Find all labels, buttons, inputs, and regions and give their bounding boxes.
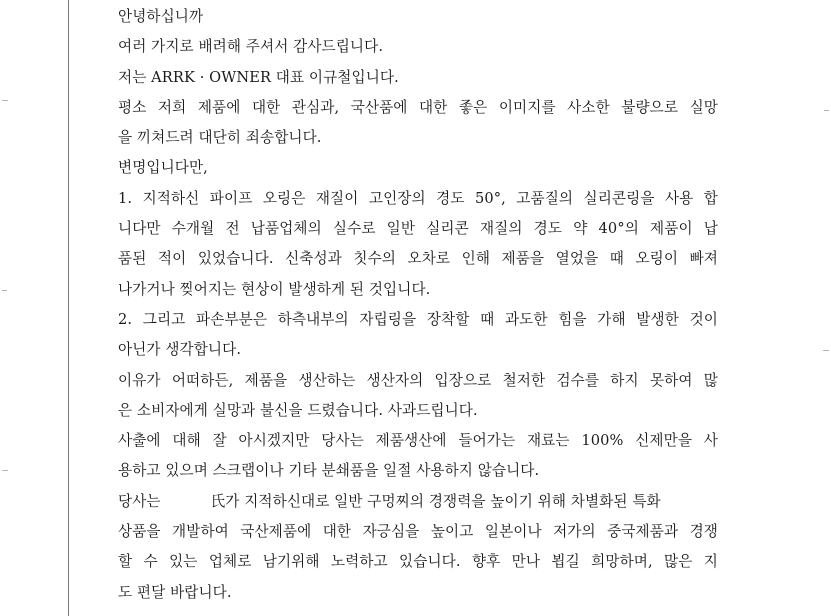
greeting-line: 안녕하십니까 bbox=[118, 8, 204, 25]
point2-line: 2. 그리고 파손부분은 하측내부의 자립링을 장착할 때 과도한 힘을 가해 발생한 것이 bbox=[118, 310, 718, 328]
closing-first-line bbox=[118, 487, 718, 517]
materials-line: 사출에 대해 잘 아시겠지만 당사는 제품생산에 들어가는 재료는 100% 신제만을 사 bbox=[118, 432, 718, 450]
scan-margin-mark bbox=[824, 110, 829, 111]
apology-line: 을 끼쳐드려 대단히 죄송합니다. bbox=[118, 129, 322, 147]
letter-body bbox=[118, 2, 718, 608]
point1-line: 1. 지적하신 파이프 오링은 재질이 고인장의 경도 50°, 고품질의 실리콘링을 사용 합 bbox=[118, 189, 718, 207]
closing-line: 도 편달 바랍니다. bbox=[118, 583, 232, 601]
closing-first-start: 당사는 bbox=[118, 492, 161, 510]
scan-margin-mark bbox=[2, 470, 8, 471]
intro-line: 저는 ARRK · OWNER 대표 이규철입니다. bbox=[118, 68, 399, 86]
responsibility-line: 은 소비자에게 실망과 불신을 드렸습니다. 사과드립니다. bbox=[118, 401, 478, 419]
closing-first-end: 氏가 지적하신대로 일반 구멍찌의 경쟁력을 높이기 위해 차별화된 특화 bbox=[210, 492, 661, 510]
point2-line: 아닌가 생각합니다. bbox=[118, 341, 242, 359]
point1-line: 니다만 수개월 전 납품업체의 실수로 일반 실리콘 재질의 경도 약 40°의 제품이 납 bbox=[118, 220, 718, 238]
scan-margin-mark bbox=[823, 350, 829, 351]
scan-margin-mark bbox=[2, 100, 8, 101]
thanks-line: 여러 가지로 배려해 주셔서 감사드립니다. bbox=[118, 38, 384, 56]
closing-line: 할 수 있는 업체로 남기위해 노력하고 있습니다. 향후 만나 뵙길 희망하며, 많은 지 bbox=[118, 553, 718, 571]
excuse-heading: 변명입니다만, bbox=[118, 159, 208, 177]
responsibility-line: 이유가 어떠하든, 제품을 생산하는 생산자의 입장으로 철저한 검수를 하지 못하여 많 bbox=[118, 371, 718, 389]
scan-margin-mark bbox=[2, 290, 7, 291]
closing-line: 상품을 개발하여 국산제품에 대한 자긍심을 높이고 일본이나 저가의 중국제품과 경쟁 bbox=[118, 523, 718, 541]
point1-line: 나가거나 찢어지는 현상이 발생하게 된 것입니다. bbox=[118, 280, 431, 298]
apology-line: 평소 저희 제품에 대한 관심과, 국산품에 대한 좋은 이미지를 사소한 불량으로 실망 bbox=[118, 98, 718, 116]
point1-line: 품된 적이 있었습니다. 신축성과 칫수의 오차로 인해 제품을 열었을 때 오링이 빠져 bbox=[118, 250, 718, 268]
materials-line: 용하고 있으며 스크랩이나 기타 분쇄품을 일절 사용하지 않습니다. bbox=[118, 462, 540, 480]
page-left-border bbox=[68, 0, 69, 616]
